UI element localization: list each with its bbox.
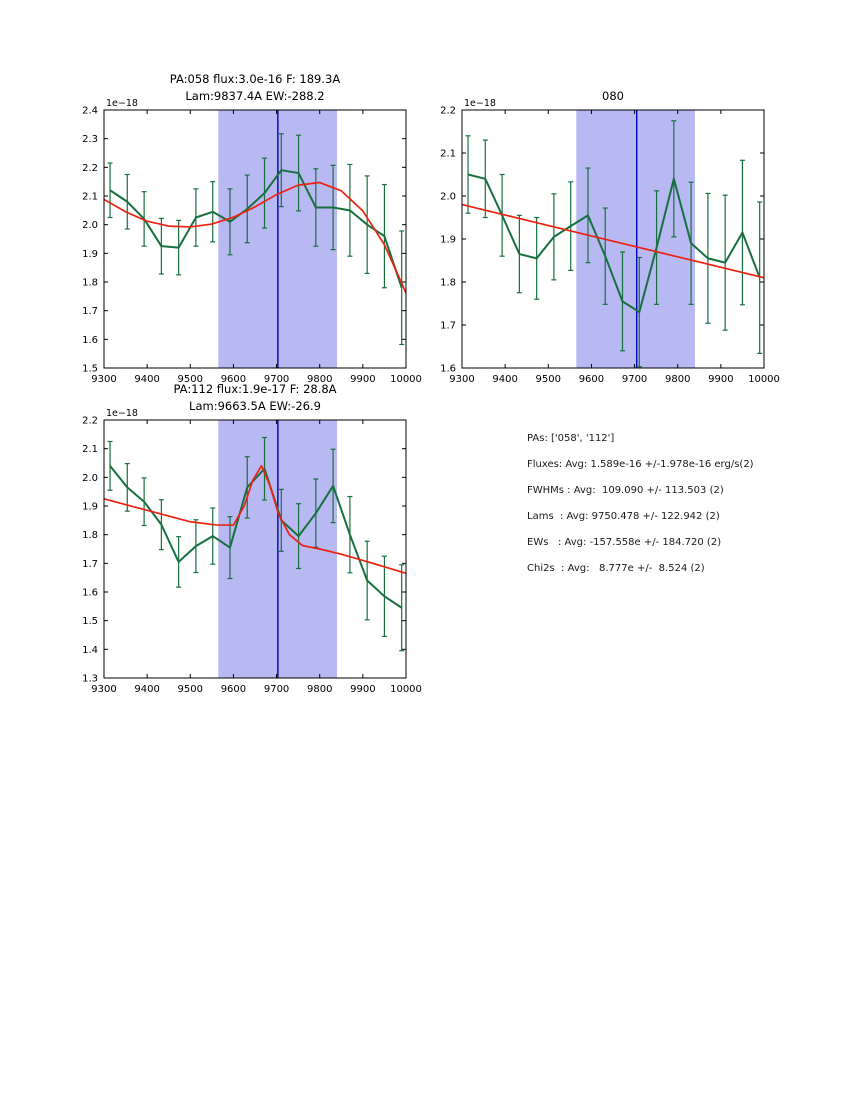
svg-text:2.1: 2.1 — [82, 444, 98, 456]
svg-text:1.6: 1.6 — [440, 363, 456, 375]
svg-text:9400: 9400 — [134, 684, 160, 695]
svg-text:9500: 9500 — [535, 374, 562, 385]
plot-pa058 — [60, 96, 456, 396]
svg-text:9300: 9300 — [91, 684, 117, 695]
svg-text:1e−18: 1e−18 — [106, 98, 138, 109]
svg-text:2.4: 2.4 — [82, 105, 98, 117]
plot-080 — [418, 96, 814, 396]
svg-text:2.1: 2.1 — [82, 191, 98, 203]
svg-text:1.6: 1.6 — [82, 334, 98, 346]
svg-text:2.0: 2.0 — [82, 472, 98, 484]
plot1-title-line2: Lam:9837.4A EW:-288.2 — [185, 89, 325, 103]
svg-text:1.9: 1.9 — [440, 234, 456, 246]
svg-text:9900: 9900 — [708, 374, 734, 385]
svg-text:10000: 10000 — [748, 374, 780, 385]
plot3-title-line1: PA:112 flux:1.9e-17 F: 28.8A — [173, 382, 337, 396]
svg-text:2.2: 2.2 — [82, 415, 98, 427]
svg-text:1.3: 1.3 — [82, 673, 98, 685]
svg-text:9300: 9300 — [449, 374, 475, 385]
stats-fluxes: Fluxes: Avg: 1.589e-16 +/-1.978e-16 erg/s(2) — [527, 459, 754, 470]
plot1-title-line1: PA:058 flux:3.0e-16 F: 189.3A — [169, 72, 341, 86]
svg-text:9800: 9800 — [306, 684, 333, 695]
svg-text:9400: 9400 — [134, 374, 160, 385]
svg-text:9700: 9700 — [621, 374, 648, 385]
chart-canvas — [60, 96, 456, 396]
svg-text:1.7: 1.7 — [82, 558, 98, 570]
svg-text:2.3: 2.3 — [82, 134, 98, 146]
svg-text:9500: 9500 — [177, 684, 204, 695]
stats-panel — [527, 433, 754, 589]
svg-text:9900: 9900 — [350, 374, 376, 385]
svg-text:1.8: 1.8 — [82, 277, 98, 289]
svg-text:2.2: 2.2 — [82, 162, 98, 174]
svg-text:9700: 9700 — [263, 374, 290, 385]
svg-text:1.6: 1.6 — [82, 587, 98, 599]
svg-text:1.9: 1.9 — [82, 501, 98, 513]
svg-text:1e−18: 1e−18 — [464, 98, 496, 109]
plot2-title-line1: 080 — [602, 89, 624, 103]
svg-text:1.8: 1.8 — [440, 277, 456, 289]
svg-text:2.1: 2.1 — [440, 148, 456, 160]
svg-text:9900: 9900 — [350, 684, 376, 695]
stats-chi2s: Chi2s : Avg: 8.777e +/- 8.524 (2) — [527, 563, 705, 574]
chart-canvas — [418, 96, 814, 396]
svg-text:9600: 9600 — [220, 374, 247, 385]
chart-canvas — [60, 406, 456, 706]
svg-text:1.8: 1.8 — [82, 530, 98, 542]
stats-pas: PAs: ['058', '112'] — [527, 433, 615, 444]
svg-text:9500: 9500 — [177, 374, 204, 385]
svg-text:9600: 9600 — [578, 374, 605, 385]
svg-text:1.5: 1.5 — [82, 363, 98, 375]
svg-text:1.5: 1.5 — [82, 616, 98, 628]
svg-text:1e−18: 1e−18 — [106, 408, 138, 419]
svg-text:2.2: 2.2 — [440, 105, 456, 117]
svg-text:10000: 10000 — [390, 684, 422, 695]
svg-text:2.0: 2.0 — [440, 191, 456, 203]
plot-pa112 — [60, 406, 456, 706]
svg-text:9800: 9800 — [664, 374, 691, 385]
svg-text:9800: 9800 — [306, 374, 333, 385]
plot3-title-line2: Lam:9663.5A EW:-26.9 — [189, 399, 321, 413]
svg-text:9400: 9400 — [492, 374, 518, 385]
svg-text:1.4: 1.4 — [82, 644, 98, 656]
svg-text:1.7: 1.7 — [82, 306, 98, 318]
svg-text:9700: 9700 — [263, 684, 290, 695]
stats-ews: EWs : Avg: -157.558e +/- 184.720 (2) — [527, 537, 722, 548]
stats-fwhms: FWHMs : Avg: 109.090 +/- 113.503 (2) — [527, 485, 724, 496]
svg-text:10000: 10000 — [390, 374, 422, 385]
svg-text:1.9: 1.9 — [82, 248, 98, 260]
stats-lams: Lams : Avg: 9750.478 +/- 122.942 (2) — [527, 511, 720, 522]
svg-text:1.7: 1.7 — [440, 320, 456, 332]
svg-text:2.0: 2.0 — [82, 220, 98, 232]
svg-text:9300: 9300 — [91, 374, 117, 385]
svg-text:9600: 9600 — [220, 684, 247, 695]
